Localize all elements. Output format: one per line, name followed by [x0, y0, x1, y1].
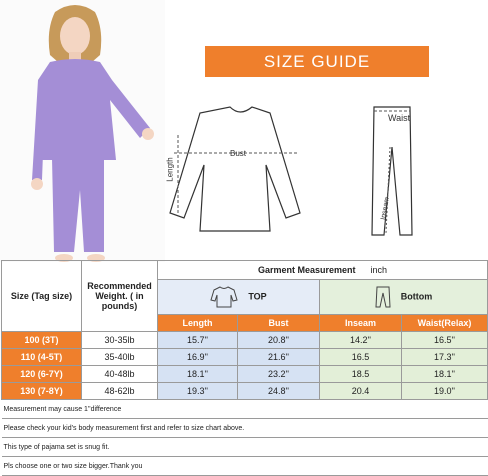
col-waist: Waist(Relax) — [402, 315, 488, 332]
waist-cell: 17.3'' — [402, 349, 488, 366]
inseam-cell: 14.2'' — [320, 332, 402, 349]
garment-measurement-header — [158, 261, 488, 280]
top-garment-icon — [170, 107, 300, 231]
bottom-header — [320, 280, 488, 315]
bust-cell: 23.2'' — [238, 366, 320, 383]
weight-cell: 30-35lb — [82, 332, 158, 349]
inseam-cell: 16.5 — [320, 349, 402, 366]
length-cell: 16.9'' — [158, 349, 238, 366]
inseam-cell: 20.4 — [320, 383, 402, 400]
weight-cell: 48-62lb — [82, 383, 158, 400]
col-length: Length — [158, 315, 238, 332]
note-4: Pls choose one or two size bigger.Thank you — [2, 457, 488, 476]
inseam-label: Inseam — [380, 196, 391, 221]
top-label: TOP — [248, 291, 267, 302]
weight-header: Recommended Weight. ( in pounds) — [82, 261, 158, 332]
size-header: Size (Tag size) — [2, 261, 82, 332]
bust-cell: 24.8'' — [238, 383, 320, 400]
length-cell: 15.7'' — [158, 332, 238, 349]
table-row — [2, 383, 488, 400]
table-row — [2, 349, 488, 366]
waist-cell: 18.1'' — [402, 366, 488, 383]
length-label: Length — [165, 157, 175, 182]
bust-cell: 20.8'' — [238, 332, 320, 349]
product-photo — [0, 0, 165, 262]
bust-label: Bust — [230, 149, 247, 158]
top-shirt-icon — [210, 291, 241, 301]
bottom-label: Bottom — [400, 291, 433, 302]
bottom-pants-icon — [375, 291, 394, 301]
col-inseam: Inseam — [320, 315, 402, 332]
size-cell: 120 (6-7Y) — [2, 366, 82, 383]
table-row — [2, 332, 488, 349]
size-cell: 130 (7-8Y) — [2, 383, 82, 400]
waist-cell: 19.0'' — [402, 383, 488, 400]
size-table — [1, 260, 488, 476]
pants-icon — [372, 107, 412, 235]
size-guide-banner: SIZE GUIDE — [205, 46, 429, 77]
inseam-cell: 18.5 — [320, 366, 402, 383]
note-1: Measurement may cause 1''difference — [2, 400, 488, 419]
length-cell: 19.3'' — [158, 383, 238, 400]
size-cell: 110 (4-5T) — [2, 349, 82, 366]
waist-cell: 16.5'' — [402, 332, 488, 349]
weight-cell: 35-40lb — [82, 349, 158, 366]
top-header — [158, 280, 320, 315]
table-row — [2, 366, 488, 383]
measurement-diagram — [160, 95, 480, 255]
length-cell: 18.1'' — [158, 366, 238, 383]
note-2: Please check your kid’s body measurement first and refer to size chart above. — [2, 419, 488, 438]
size-cell: 100 (3T) — [2, 332, 82, 349]
unit-text: inch — [370, 265, 388, 275]
weight-cell: 40-48lb — [82, 366, 158, 383]
note-3: This type of pajama set is snug fit. — [2, 438, 488, 457]
garment-measurement-text: Garment Measurement — [257, 265, 356, 275]
waist-label: Waist — [388, 113, 411, 123]
bust-cell: 21.6'' — [238, 349, 320, 366]
col-bust: Bust — [238, 315, 320, 332]
